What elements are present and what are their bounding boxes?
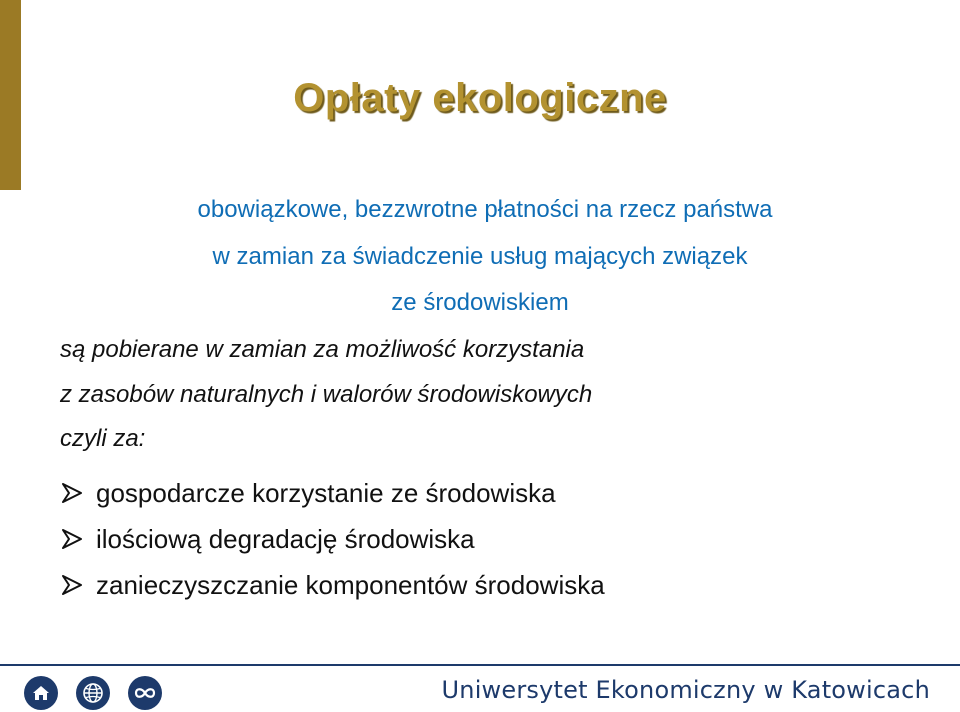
bullet-text: zanieczyszczanie komponentów środowiska xyxy=(96,569,605,600)
footer-divider xyxy=(0,664,960,666)
infinity-icon[interactable] xyxy=(128,676,162,710)
slide-title: Opłaty ekologiczne xyxy=(293,76,667,120)
description-line-1: są pobierane w zamian za możliwość korzystania xyxy=(60,336,585,363)
globe-icon-glyph xyxy=(81,681,105,705)
arrowhead-bullet-icon xyxy=(60,527,84,551)
home-icon[interactable] xyxy=(24,676,58,710)
description-line-3: czyli za: xyxy=(60,425,146,452)
footer-nav xyxy=(24,676,162,710)
definition-line-3: ze środowiskiem xyxy=(391,289,569,316)
bullet-item xyxy=(60,516,605,562)
bullet-text: ilościową degradację środowiska xyxy=(96,523,475,554)
bullet-text: gospodarcze korzystanie ze środowiska xyxy=(96,477,556,508)
university-name: Uniwersytet Ekonomiczny w Katowicach xyxy=(441,676,930,704)
definition-line-1: obowiązkowe, bezzwrotne płatności na rzecz państwa xyxy=(197,196,773,223)
arrowhead-bullet-icon xyxy=(60,481,84,505)
home-icon-glyph xyxy=(30,682,52,704)
bullet-item xyxy=(60,470,605,516)
bullet-list xyxy=(60,470,605,608)
globe-icon[interactable] xyxy=(76,676,110,710)
arrowhead-bullet-icon xyxy=(60,573,84,597)
bullet-item xyxy=(60,562,605,608)
infinity-icon-glyph xyxy=(132,684,158,702)
description-line-2: z zasobów naturalnych i walorów środowiskowych xyxy=(60,381,593,408)
definition-line-2: w zamian za świadczenie usług mających związek xyxy=(212,243,748,270)
